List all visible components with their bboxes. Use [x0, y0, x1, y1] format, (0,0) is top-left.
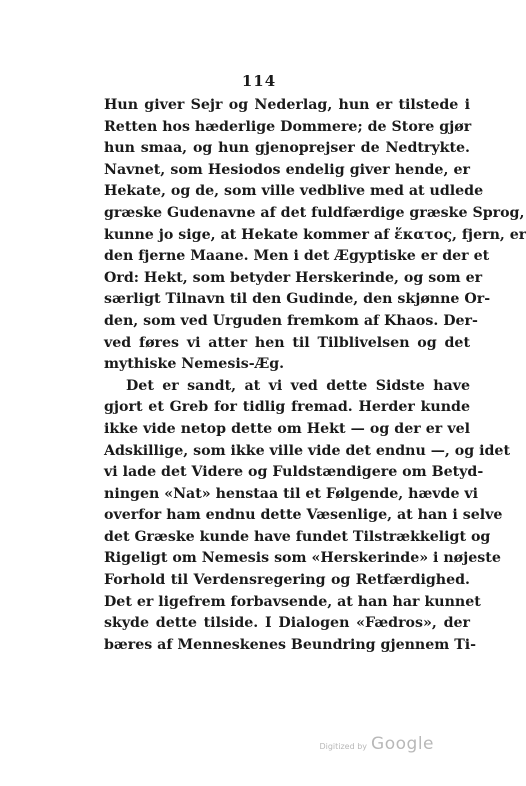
google-logo-text: Google [371, 734, 434, 754]
text-line: ved føres vi atter hen til Tilblivelsen og det [104, 334, 470, 351]
text-line: overfor ham endnu dette Væsenlige, at han i selve [104, 507, 503, 524]
text-line: hun smaa, og hun gjenoprejser de Nedtrykte. [104, 140, 470, 157]
text-line: Navnet, som Hesiodos endelig giver hende, er [104, 161, 470, 178]
text-line: gjort et Greb for tidlig fremad. Herder kunde [104, 399, 470, 416]
text-line: kunne jo sige, at Hekate kommer af ἕκατος, fjern, er [104, 226, 526, 243]
watermark-prefix: Digitized by [319, 742, 368, 751]
paragraph [104, 95, 526, 376]
text-line: Ord: Hekt, som betyder Herskerinde, og som er [104, 269, 483, 286]
text-line: særligt Tilnavn til den Gudinde, den skjønne Or- [104, 291, 491, 308]
text-line: græske Gudenavne af det fuldfærdige græske Sprog, [104, 204, 525, 221]
paragraph [104, 376, 510, 657]
digitized-watermark [319, 734, 434, 754]
text-line: Rigeligt om Nemesis som «Herskerinde» i nøjeste [104, 550, 501, 567]
text-line: Hekate, og de, som ville vedblive med at udlede [104, 183, 484, 200]
text-line: Adskillige, som ikke ville vide det endnu —, og idet [104, 442, 510, 459]
text-line: Det er sandt, at vi ved dette Sidste have [126, 377, 470, 394]
text-line: ningen «Nat» henstaa til et Følgende, hævde vi [104, 485, 479, 502]
text-line: Forhold til Verdensregering og Retfærdighed. [104, 572, 470, 589]
text-line: mythiske Nemesis-Æg. [104, 356, 285, 373]
text-line: Hun giver Sejr og Nederlag, hun er tilstede i [104, 97, 470, 113]
text-line: den, som ved Urguden fremkom af Khaos. Der- [104, 312, 478, 329]
page-number: 114 [241, 72, 277, 90]
body-text [104, 95, 526, 656]
text-line: Retten hos hæderlige Dommere; de Store gjør [104, 118, 472, 135]
text-line: Det er ligefrem forbavsende, at han har kunnet [104, 593, 481, 610]
text-line: det Græske kunde have fundet Tilstrækkeligt og [104, 528, 491, 545]
text-line: skyde dette tilside. I Dialogen «Fædros», der [104, 615, 470, 632]
text-line: den fjerne Maane. Men i det Ægyptiske er der et [104, 248, 490, 265]
text-line: vi lade det Videre og Fuldstændigere om Betyd- [104, 464, 484, 481]
text-line: ikke vide netop dette om Hekt — og der er vel [104, 420, 470, 437]
text-line: bæres af Menneskenes Beundring gjennem Ti- [104, 636, 477, 653]
